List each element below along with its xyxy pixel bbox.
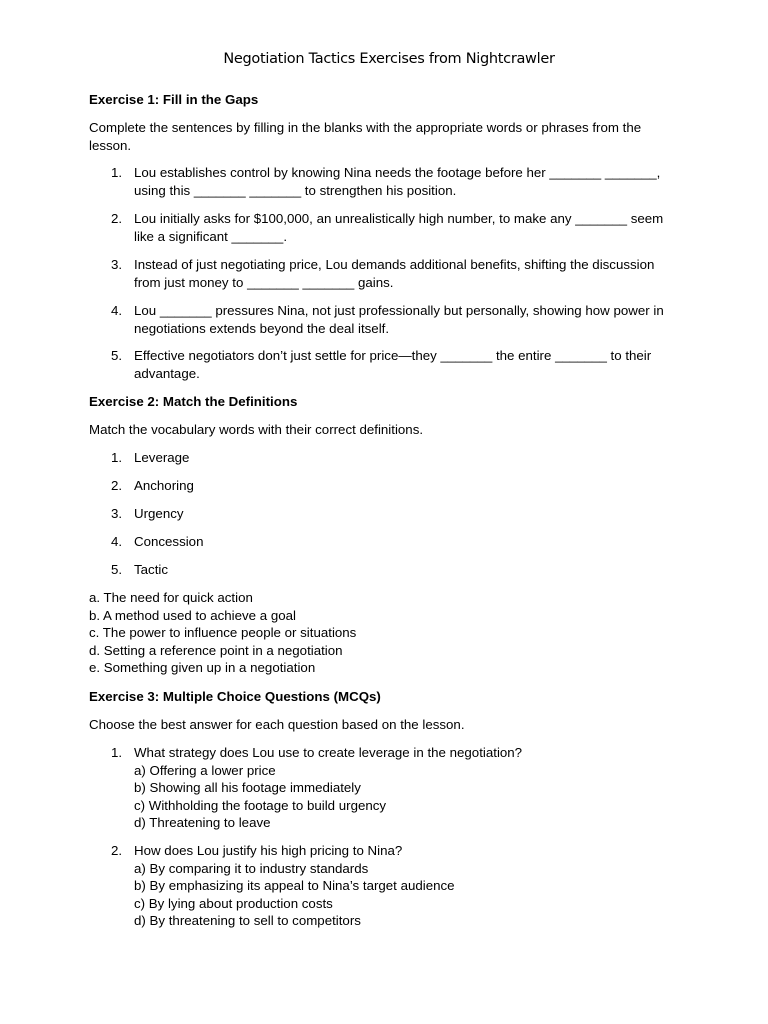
item-text: Lou establishes control by knowing Nina needs the footage before her _______ _______, using this _______ _______ to strengthen his position. bbox=[134, 165, 661, 198]
answer-option: d) By threatening to sell to competitors bbox=[134, 913, 361, 928]
answer-option: c) By lying about production costs bbox=[134, 895, 333, 911]
page-title: Negotiation Tactics Exercises from Nightcrawler bbox=[223, 51, 555, 67]
item-number: 2. bbox=[111, 211, 123, 226]
definition-item: c. The power to influence people or situations bbox=[89, 625, 357, 640]
word-number: 2. bbox=[111, 478, 123, 493]
item-text: Effective negotiators don’t just settle for price—they _______ the entire _______ to their advantage. bbox=[134, 348, 652, 381]
word-text: Urgency bbox=[134, 506, 184, 521]
word-number: 1. bbox=[111, 450, 123, 465]
definition-item: b. A method used to achieve a goal bbox=[89, 607, 296, 623]
definition-item: d. Setting a reference point in a negotiation bbox=[89, 642, 343, 658]
exercise-1-heading: Exercise 1: Fill in the Gaps bbox=[89, 92, 259, 107]
definition-item: e. Something given up in a negotiation bbox=[89, 660, 316, 675]
answer-option: a) Offering a lower price bbox=[134, 762, 276, 778]
item-text: Lou initially asks for $100,000, an unrealistically high number, to make any _______ seem like a significant _______. bbox=[134, 211, 664, 244]
question-number: 2. bbox=[111, 843, 123, 858]
answer-options bbox=[134, 762, 634, 832]
answer-options bbox=[134, 860, 634, 930]
word-text: Leverage bbox=[134, 450, 190, 465]
exercise-3-instructions: Choose the best answer for each question based on the lesson. bbox=[89, 717, 465, 732]
item-number: 5. bbox=[111, 348, 123, 363]
word-text: Anchoring bbox=[134, 478, 194, 493]
word-number: 3. bbox=[111, 506, 123, 521]
word-text: Concession bbox=[134, 534, 204, 549]
item-number: 4. bbox=[111, 303, 123, 318]
answer-option: d) Threatening to leave bbox=[134, 815, 271, 830]
definition-item: a. The need for quick action bbox=[89, 590, 253, 605]
item-text: Instead of just negotiating price, Lou demands additional benefits, shifting the discussion from just money to _______ _______ gains. bbox=[134, 257, 655, 290]
exercise-3-heading: Exercise 3: Multiple Choice Questions (MCQs) bbox=[89, 689, 381, 704]
word-number: 4. bbox=[111, 534, 123, 549]
exercise-2-heading: Exercise 2: Match the Definitions bbox=[89, 394, 298, 409]
item-number: 1. bbox=[111, 165, 123, 180]
word-text: Tactic bbox=[134, 562, 168, 577]
answer-option: c) Withholding the footage to build urgency bbox=[134, 797, 387, 813]
item-number: 3. bbox=[111, 257, 123, 272]
question-text: How does Lou justify his high pricing to Nina? bbox=[134, 843, 403, 858]
question-number: 1. bbox=[111, 745, 123, 760]
answer-option: b) By emphasizing its appeal to Nina’s target audience bbox=[134, 878, 455, 893]
question-text: What strategy does Lou use to create leverage in the negotiation? bbox=[134, 745, 523, 760]
exercise-1-instructions: Complete the sentences by filling in the blanks with the appropriate words or phrases from the lesson. bbox=[89, 120, 642, 153]
answer-option: b) Showing all his footage immediately bbox=[134, 780, 361, 795]
word-number: 5. bbox=[111, 562, 123, 577]
definition-list bbox=[89, 589, 589, 677]
exercise-2-instructions: Match the vocabulary words with their correct definitions. bbox=[89, 422, 424, 437]
item-text: Lou _______ pressures Nina, not just professionally but personally, showing how power in negotiations extends beyond the deal itself. bbox=[134, 303, 664, 336]
answer-option: a) By comparing it to industry standards bbox=[134, 860, 369, 876]
